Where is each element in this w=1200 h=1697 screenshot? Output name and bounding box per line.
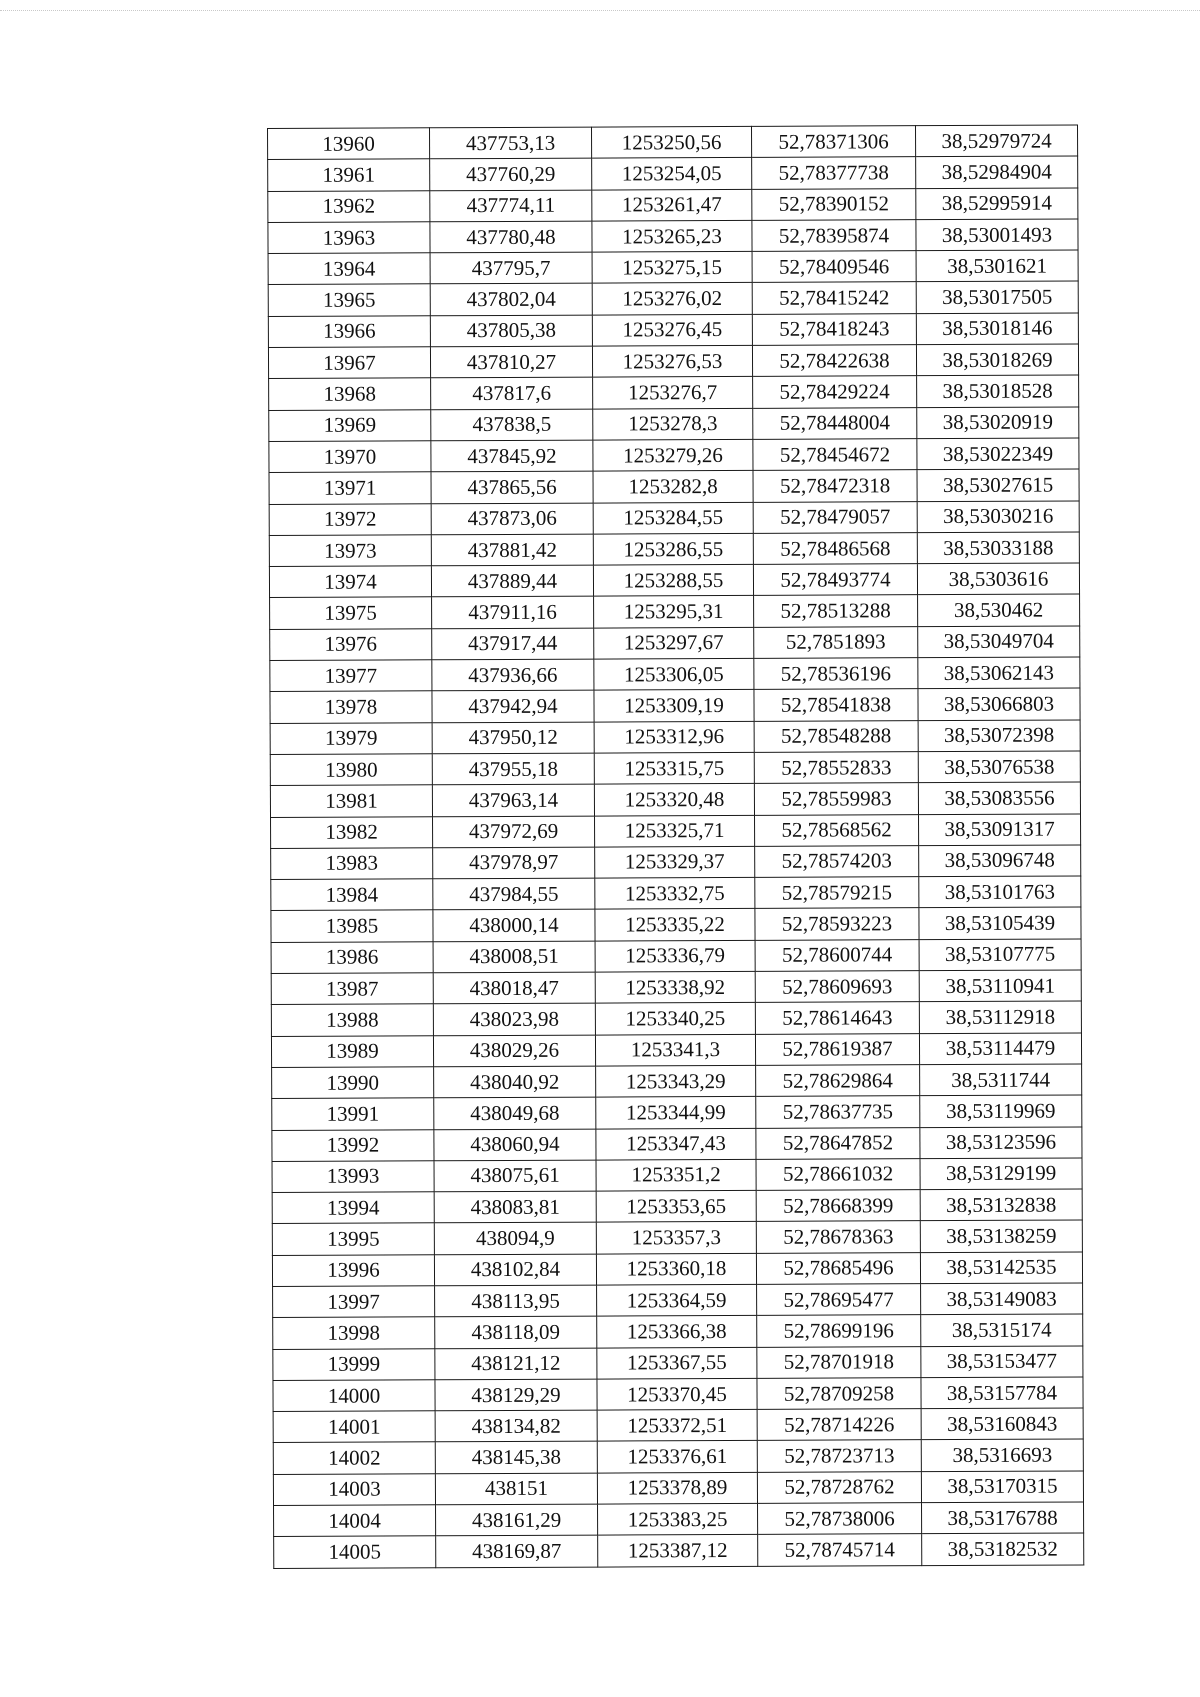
point-number-cell: 13966 xyxy=(268,316,430,348)
x-coordinate-cell: 438023,98 xyxy=(433,1003,595,1035)
x-coordinate-cell: 438145,38 xyxy=(435,1442,597,1474)
latitude-cell: 52,78699196 xyxy=(757,1315,921,1347)
latitude-cell: 52,78390152 xyxy=(752,188,916,220)
y-coordinate-cell: 1253338,92 xyxy=(595,971,755,1003)
latitude-cell: 52,78685496 xyxy=(756,1252,920,1284)
longitude-cell: 38,5316693 xyxy=(921,1439,1083,1471)
coordinate-table xyxy=(267,124,1084,1568)
point-number-cell: 13970 xyxy=(269,441,431,473)
point-number-cell: 13964 xyxy=(268,253,430,285)
latitude-cell: 52,78574203 xyxy=(755,845,919,877)
point-number-cell: 13967 xyxy=(268,347,430,379)
table-row xyxy=(270,751,1080,786)
x-coordinate-cell: 438060,94 xyxy=(434,1129,596,1161)
point-number-cell: 13996 xyxy=(272,1254,434,1286)
longitude-cell: 38,53176788 xyxy=(922,1502,1084,1534)
x-coordinate-cell: 437984,55 xyxy=(433,878,595,910)
longitude-cell: 38,53132838 xyxy=(920,1189,1082,1221)
x-coordinate-cell: 437845,92 xyxy=(431,440,593,472)
latitude-cell: 52,78415242 xyxy=(752,282,916,314)
y-coordinate-cell: 1253343,29 xyxy=(596,1065,756,1097)
y-coordinate-cell: 1253315,75 xyxy=(594,752,754,784)
table-row xyxy=(273,1346,1083,1381)
latitude-cell: 52,78614643 xyxy=(755,1002,919,1034)
point-number-cell: 13982 xyxy=(271,816,433,848)
y-coordinate-cell: 1253372,51 xyxy=(597,1410,757,1442)
point-number-cell: 13965 xyxy=(268,284,430,316)
table-row xyxy=(269,375,1079,410)
latitude-cell: 52,78395874 xyxy=(752,220,916,252)
y-coordinate-cell: 1253387,12 xyxy=(598,1535,758,1567)
table-row xyxy=(270,626,1080,661)
longitude-cell: 38,530462 xyxy=(918,594,1080,626)
y-coordinate-cell: 1253295,31 xyxy=(594,596,754,628)
longitude-cell: 38,53018528 xyxy=(917,375,1079,407)
latitude-cell: 52,78536196 xyxy=(754,658,918,690)
table-row xyxy=(269,438,1079,473)
table-row xyxy=(273,1377,1083,1412)
x-coordinate-cell: 437802,04 xyxy=(430,284,592,316)
point-number-cell: 13973 xyxy=(269,535,431,567)
point-number-cell: 13979 xyxy=(270,722,432,754)
latitude-cell: 52,78559983 xyxy=(754,783,918,815)
x-coordinate-cell: 437936,66 xyxy=(432,659,594,691)
point-number-cell: 14000 xyxy=(273,1380,435,1412)
latitude-cell: 52,78454672 xyxy=(753,439,917,471)
longitude-cell: 38,53119969 xyxy=(920,1095,1082,1127)
y-coordinate-cell: 1253325,71 xyxy=(595,815,755,847)
longitude-cell: 38,52995914 xyxy=(916,188,1078,220)
y-coordinate-cell: 1253312,96 xyxy=(594,721,754,753)
table-row xyxy=(273,1439,1083,1474)
y-coordinate-cell: 1253360,18 xyxy=(596,1253,756,1285)
table-row xyxy=(268,344,1078,379)
point-number-cell: 13985 xyxy=(271,910,433,942)
latitude-cell: 52,78377738 xyxy=(752,157,916,189)
y-coordinate-cell: 1253351,2 xyxy=(596,1159,756,1191)
table-row xyxy=(273,1408,1083,1443)
x-coordinate-cell: 437810,27 xyxy=(430,346,592,378)
x-coordinate-cell: 438049,68 xyxy=(434,1097,596,1129)
y-coordinate-cell: 1253376,61 xyxy=(597,1441,757,1473)
y-coordinate-cell: 1253276,45 xyxy=(592,314,752,346)
table-row xyxy=(273,1314,1083,1349)
table-row xyxy=(271,939,1081,974)
x-coordinate-cell: 437889,44 xyxy=(431,565,593,597)
latitude-cell: 52,78695477 xyxy=(757,1284,921,1316)
y-coordinate-cell: 1253341,3 xyxy=(595,1034,755,1066)
table-row xyxy=(268,156,1078,191)
point-number-cell: 13992 xyxy=(272,1129,434,1161)
table-row xyxy=(272,1252,1082,1287)
longitude-cell: 38,5303616 xyxy=(917,563,1079,595)
table-row xyxy=(272,1189,1082,1224)
y-coordinate-cell: 1253276,02 xyxy=(592,283,752,315)
table-row xyxy=(270,688,1080,723)
longitude-cell: 38,53157784 xyxy=(921,1377,1083,1409)
longitude-cell: 38,53030216 xyxy=(917,501,1079,533)
y-coordinate-cell: 1253320,48 xyxy=(594,784,754,816)
y-coordinate-cell: 1253278,3 xyxy=(593,408,753,440)
x-coordinate-cell: 438075,61 xyxy=(434,1160,596,1192)
latitude-cell: 52,78568562 xyxy=(755,814,919,846)
longitude-cell: 38,53142535 xyxy=(920,1252,1082,1284)
point-number-cell: 14002 xyxy=(273,1442,435,1474)
y-coordinate-cell: 1253378,89 xyxy=(597,1472,757,1504)
x-coordinate-cell: 438134,82 xyxy=(435,1410,597,1442)
x-coordinate-cell: 437873,06 xyxy=(431,503,593,535)
table-row xyxy=(271,1033,1081,1068)
x-coordinate-cell: 438118,09 xyxy=(435,1316,597,1348)
point-number-cell: 13997 xyxy=(273,1286,435,1318)
x-coordinate-cell: 438040,92 xyxy=(434,1066,596,1098)
latitude-cell: 52,78745714 xyxy=(758,1534,922,1566)
y-coordinate-cell: 1253367,55 xyxy=(597,1347,757,1379)
point-number-cell: 14004 xyxy=(274,1505,436,1537)
table-row xyxy=(271,813,1081,848)
latitude-cell: 52,78709258 xyxy=(757,1378,921,1410)
latitude-cell: 52,78422638 xyxy=(752,345,916,377)
y-coordinate-cell: 1253332,75 xyxy=(595,878,755,910)
latitude-cell: 52,78472318 xyxy=(753,470,917,502)
latitude-cell: 52,78738006 xyxy=(758,1503,922,1535)
longitude-cell: 38,53114479 xyxy=(919,1033,1081,1065)
x-coordinate-cell: 437795,7 xyxy=(430,252,592,284)
latitude-cell: 52,78479057 xyxy=(753,501,917,533)
y-coordinate-cell: 1253357,3 xyxy=(596,1222,756,1254)
latitude-cell: 52,78600744 xyxy=(755,939,919,971)
x-coordinate-cell: 438161,29 xyxy=(436,1504,598,1536)
point-number-cell: 13990 xyxy=(272,1067,434,1099)
y-coordinate-cell: 1253297,67 xyxy=(594,627,754,659)
x-coordinate-cell: 438018,47 xyxy=(433,972,595,1004)
x-coordinate-cell: 438008,51 xyxy=(433,941,595,973)
point-number-cell: 14001 xyxy=(273,1411,435,1443)
point-number-cell: 13960 xyxy=(268,128,430,160)
longitude-cell: 38,53160843 xyxy=(921,1408,1083,1440)
table-row xyxy=(269,563,1079,598)
x-coordinate-cell: 438151 xyxy=(435,1473,597,1505)
x-coordinate-cell: 437817,6 xyxy=(431,377,593,409)
point-number-cell: 13993 xyxy=(272,1161,434,1193)
y-coordinate-cell: 1253329,37 xyxy=(595,846,755,878)
longitude-cell: 38,53066803 xyxy=(918,688,1080,720)
point-number-cell: 13962 xyxy=(268,190,430,222)
point-number-cell: 13999 xyxy=(273,1348,435,1380)
x-coordinate-cell: 437955,18 xyxy=(432,753,594,785)
longitude-cell: 38,53091317 xyxy=(919,813,1081,845)
point-number-cell: 14003 xyxy=(273,1474,435,1506)
latitude-cell: 52,78629864 xyxy=(756,1065,920,1097)
longitude-cell: 38,52979724 xyxy=(915,125,1077,157)
x-coordinate-cell: 437838,5 xyxy=(431,409,593,441)
point-number-cell: 13976 xyxy=(270,629,432,661)
latitude-cell: 52,78548288 xyxy=(754,720,918,752)
y-coordinate-cell: 1253276,53 xyxy=(592,345,752,377)
latitude-cell: 52,78593223 xyxy=(755,908,919,940)
x-coordinate-cell: 437972,69 xyxy=(433,816,595,848)
longitude-cell: 38,53123596 xyxy=(920,1126,1082,1158)
y-coordinate-cell: 1253366,38 xyxy=(597,1316,757,1348)
x-coordinate-cell: 437774,11 xyxy=(430,190,592,222)
point-number-cell: 13969 xyxy=(269,409,431,441)
longitude-cell: 38,53033188 xyxy=(917,532,1079,564)
latitude-cell: 52,78541838 xyxy=(754,689,918,721)
y-coordinate-cell: 1253370,45 xyxy=(597,1378,757,1410)
longitude-cell: 38,53072398 xyxy=(918,720,1080,752)
table-row xyxy=(274,1533,1084,1568)
table-row xyxy=(272,1064,1082,1099)
table-row xyxy=(270,720,1080,755)
longitude-cell: 38,5301621 xyxy=(916,250,1078,282)
table-row xyxy=(273,1283,1083,1318)
x-coordinate-cell: 437950,12 xyxy=(432,722,594,754)
point-number-cell: 13991 xyxy=(272,1098,434,1130)
table-row xyxy=(272,1220,1082,1255)
y-coordinate-cell: 1253336,79 xyxy=(595,940,755,972)
coordinate-table-body xyxy=(268,125,1084,1568)
point-number-cell: 13986 xyxy=(271,942,433,974)
point-number-cell: 13983 xyxy=(271,848,433,880)
longitude-cell: 38,53182532 xyxy=(922,1533,1084,1565)
longitude-cell: 38,53096748 xyxy=(919,845,1081,877)
point-number-cell: 13972 xyxy=(269,503,431,535)
y-coordinate-cell: 1253335,22 xyxy=(595,909,755,941)
latitude-cell: 52,78418243 xyxy=(752,313,916,345)
y-coordinate-cell: 1253288,55 xyxy=(593,565,753,597)
y-coordinate-cell: 1253250,56 xyxy=(591,126,751,158)
y-coordinate-cell: 1253344,99 xyxy=(596,1097,756,1129)
table-row xyxy=(269,469,1079,504)
longitude-cell: 38,53170315 xyxy=(921,1471,1083,1503)
table-row xyxy=(270,594,1080,629)
table-row xyxy=(274,1502,1084,1537)
latitude-cell: 52,78609693 xyxy=(755,971,919,1003)
point-number-cell: 13978 xyxy=(270,691,432,723)
x-coordinate-cell: 438102,84 xyxy=(434,1254,596,1286)
x-coordinate-cell: 437760,29 xyxy=(430,158,592,190)
latitude-cell: 52,78513288 xyxy=(754,595,918,627)
longitude-cell: 38,53018146 xyxy=(916,313,1078,345)
y-coordinate-cell: 1253254,05 xyxy=(592,158,752,190)
x-coordinate-cell: 438169,87 xyxy=(436,1535,598,1567)
x-coordinate-cell: 438094,9 xyxy=(434,1222,596,1254)
point-number-cell: 13974 xyxy=(269,566,431,598)
longitude-cell: 38,53027615 xyxy=(917,469,1079,501)
longitude-cell: 38,53107775 xyxy=(919,939,1081,971)
x-coordinate-cell: 437963,14 xyxy=(432,784,594,816)
longitude-cell: 38,53110941 xyxy=(919,970,1081,1002)
x-coordinate-cell: 438121,12 xyxy=(435,1348,597,1380)
y-coordinate-cell: 1253309,19 xyxy=(594,690,754,722)
y-coordinate-cell: 1253282,8 xyxy=(593,471,753,503)
x-coordinate-cell: 437917,44 xyxy=(432,628,594,660)
longitude-cell: 38,53083556 xyxy=(918,782,1080,814)
x-coordinate-cell: 437805,38 xyxy=(430,315,592,347)
x-coordinate-cell: 437753,13 xyxy=(430,127,592,159)
x-coordinate-cell: 438113,95 xyxy=(435,1285,597,1317)
table-row xyxy=(269,501,1079,536)
y-coordinate-cell: 1253275,15 xyxy=(592,252,752,284)
longitude-cell: 38,53001493 xyxy=(916,219,1078,251)
coordinate-table-container xyxy=(267,124,1083,1568)
table-row xyxy=(273,1471,1083,1506)
y-coordinate-cell: 1253353,65 xyxy=(596,1190,756,1222)
longitude-cell: 38,53022349 xyxy=(917,438,1079,470)
x-coordinate-cell: 437881,42 xyxy=(431,534,593,566)
latitude-cell: 52,78647852 xyxy=(756,1127,920,1159)
latitude-cell: 52,7851893 xyxy=(754,626,918,658)
y-coordinate-cell: 1253347,43 xyxy=(596,1128,756,1160)
longitude-cell: 38,53076538 xyxy=(918,751,1080,783)
y-coordinate-cell: 1253364,59 xyxy=(597,1284,757,1316)
latitude-cell: 52,78714226 xyxy=(757,1409,921,1441)
point-number-cell: 13988 xyxy=(271,1004,433,1036)
point-number-cell: 13968 xyxy=(269,378,431,410)
longitude-cell: 38,5311744 xyxy=(920,1064,1082,1096)
table-row xyxy=(270,782,1080,817)
latitude-cell: 52,78409546 xyxy=(752,251,916,283)
x-coordinate-cell: 438000,14 xyxy=(433,909,595,941)
y-coordinate-cell: 1253284,55 xyxy=(593,502,753,534)
point-number-cell: 13995 xyxy=(272,1223,434,1255)
x-coordinate-cell: 437942,94 xyxy=(432,690,594,722)
x-coordinate-cell: 437911,16 xyxy=(432,597,594,629)
x-coordinate-cell: 437978,97 xyxy=(433,847,595,879)
point-number-cell: 13981 xyxy=(270,785,432,817)
y-coordinate-cell: 1253340,25 xyxy=(595,1003,755,1035)
x-coordinate-cell: 438083,81 xyxy=(434,1191,596,1223)
table-row xyxy=(268,188,1078,223)
latitude-cell: 52,78661032 xyxy=(756,1158,920,1190)
longitude-cell: 38,53149083 xyxy=(921,1283,1083,1315)
longitude-cell: 38,53138259 xyxy=(920,1220,1082,1252)
table-row xyxy=(272,1126,1082,1161)
longitude-cell: 38,52984904 xyxy=(916,156,1078,188)
point-number-cell: 13994 xyxy=(272,1192,434,1224)
point-number-cell: 13975 xyxy=(270,597,432,629)
y-coordinate-cell: 1253276,7 xyxy=(593,377,753,409)
longitude-cell: 38,5315174 xyxy=(921,1314,1083,1346)
latitude-cell: 52,78619387 xyxy=(755,1033,919,1065)
table-row xyxy=(268,313,1078,348)
latitude-cell: 52,78668399 xyxy=(756,1190,920,1222)
table-row xyxy=(269,407,1079,442)
latitude-cell: 52,78701918 xyxy=(757,1346,921,1378)
latitude-cell: 52,78678363 xyxy=(756,1221,920,1253)
longitude-cell: 38,53017505 xyxy=(916,281,1078,313)
table-row xyxy=(268,219,1078,254)
latitude-cell: 52,78637735 xyxy=(756,1096,920,1128)
point-number-cell: 13984 xyxy=(271,879,433,911)
point-number-cell: 13998 xyxy=(273,1317,435,1349)
x-coordinate-cell: 438029,26 xyxy=(433,1035,595,1067)
table-row xyxy=(271,1001,1081,1036)
table-row xyxy=(270,657,1080,692)
table-row xyxy=(271,970,1081,1005)
table-row xyxy=(268,250,1078,285)
x-coordinate-cell: 438129,29 xyxy=(435,1379,597,1411)
latitude-cell: 52,78486568 xyxy=(753,533,917,565)
table-row xyxy=(272,1095,1082,1130)
latitude-cell: 52,78723713 xyxy=(757,1440,921,1472)
table-row xyxy=(271,876,1081,911)
longitude-cell: 38,53153477 xyxy=(921,1346,1083,1378)
longitude-cell: 38,53112918 xyxy=(919,1001,1081,1033)
latitude-cell: 52,78371306 xyxy=(751,126,915,158)
y-coordinate-cell: 1253261,47 xyxy=(592,189,752,221)
y-coordinate-cell: 1253306,05 xyxy=(594,658,754,690)
longitude-cell: 38,53020919 xyxy=(917,407,1079,439)
y-coordinate-cell: 1253383,25 xyxy=(598,1503,758,1535)
y-coordinate-cell: 1253279,26 xyxy=(593,439,753,471)
latitude-cell: 52,78552833 xyxy=(754,752,918,784)
latitude-cell: 52,78579215 xyxy=(755,877,919,909)
y-coordinate-cell: 1253265,23 xyxy=(592,220,752,252)
latitude-cell: 52,78728762 xyxy=(757,1471,921,1503)
point-number-cell: 13971 xyxy=(269,472,431,504)
point-number-cell: 13963 xyxy=(268,222,430,254)
point-number-cell: 13980 xyxy=(270,754,432,786)
scan-edge-line xyxy=(0,10,1200,11)
table-row xyxy=(269,532,1079,567)
y-coordinate-cell: 1253286,55 xyxy=(593,533,753,565)
longitude-cell: 38,53062143 xyxy=(918,657,1080,689)
table-row xyxy=(271,845,1081,880)
table-row xyxy=(272,1158,1082,1193)
latitude-cell: 52,78448004 xyxy=(753,407,917,439)
longitude-cell: 38,53049704 xyxy=(918,626,1080,658)
longitude-cell: 38,53129199 xyxy=(920,1158,1082,1190)
table-row xyxy=(268,281,1078,316)
longitude-cell: 38,53101763 xyxy=(919,876,1081,908)
point-number-cell: 13961 xyxy=(268,159,430,191)
longitude-cell: 38,53018269 xyxy=(916,344,1078,376)
point-number-cell: 13977 xyxy=(270,660,432,692)
point-number-cell: 13989 xyxy=(271,1035,433,1067)
point-number-cell: 13987 xyxy=(271,973,433,1005)
latitude-cell: 52,78493774 xyxy=(753,564,917,596)
x-coordinate-cell: 437865,56 xyxy=(431,471,593,503)
table-row xyxy=(268,125,1078,160)
table-row xyxy=(271,907,1081,942)
latitude-cell: 52,78429224 xyxy=(753,376,917,408)
longitude-cell: 38,53105439 xyxy=(919,907,1081,939)
point-number-cell: 14005 xyxy=(274,1536,436,1568)
x-coordinate-cell: 437780,48 xyxy=(430,221,592,253)
